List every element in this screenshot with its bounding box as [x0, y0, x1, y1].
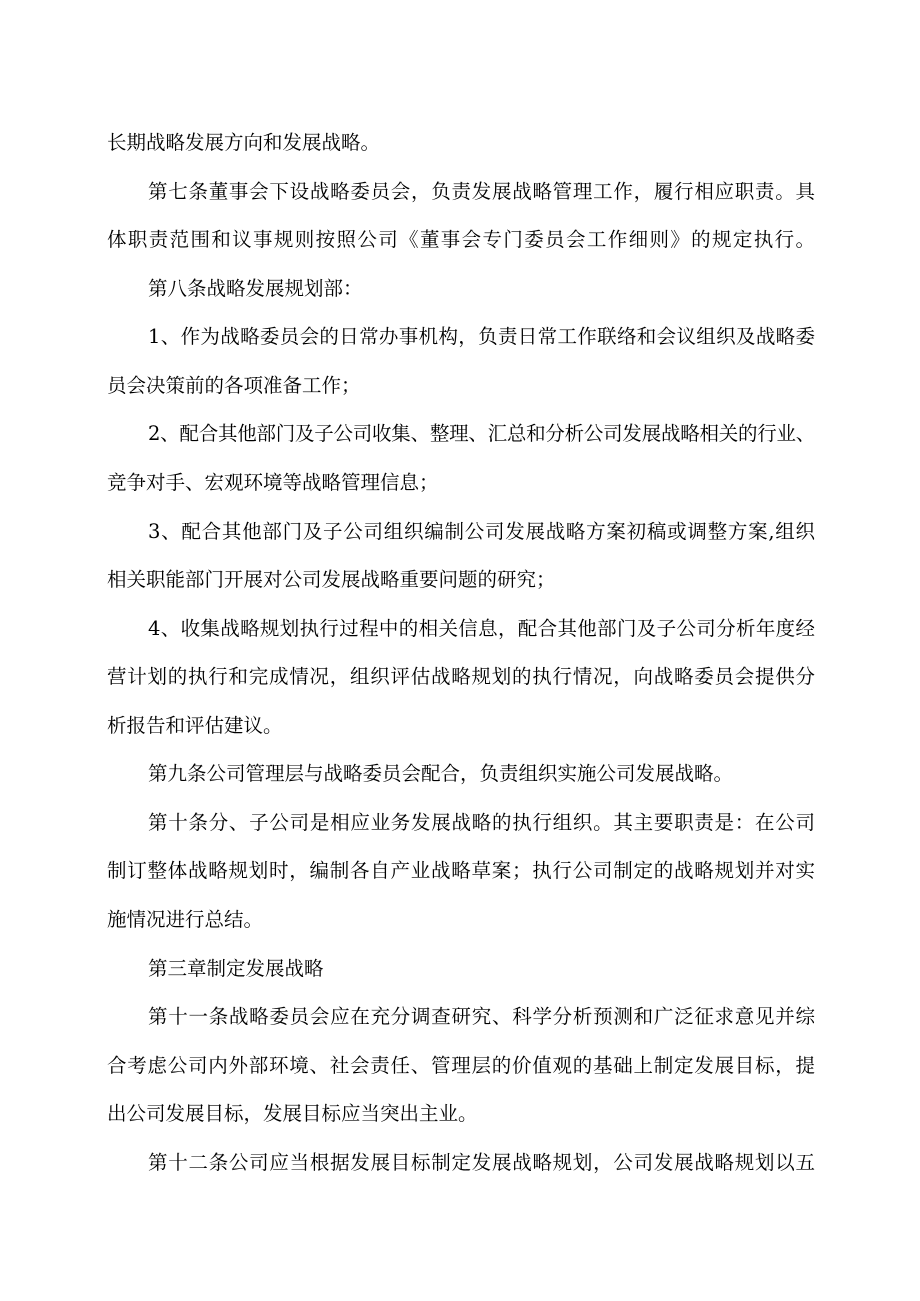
text-line: 体职责范围和议事规则按照公司《董事会专门委员会工作细则》的规定执行。: [107, 228, 815, 252]
chapter-heading: [107, 945, 815, 994]
text-line: 第八条战略发展规划部：: [148, 276, 363, 300]
text-line: 第九条公司管理层与战略委员会配合，负责组织实施公司发展战略。: [148, 762, 734, 786]
document-body: [107, 119, 815, 1187]
text-line: 2、配合其他部门及子公司收集、整理、汇总和分析公司发展战略相关的行业、: [148, 422, 815, 446]
text-line: 制订整体战略规划时，编制各自产业战略草案；执行公司制定的战略规划并对实: [107, 859, 815, 883]
text-line: 施情况进行总结。: [107, 908, 264, 931]
paragraph: [107, 168, 815, 265]
text-line: 3、配合其他部门及子公司组织编制公司发展战略方案初稿或调整方案,组织: [148, 519, 815, 543]
text-line: 第十一条战略委员会应在充分调查研究、科学分析预测和广泛征求意见并综: [148, 1005, 815, 1029]
paragraph: [107, 750, 815, 799]
text-line: 长期战略发展方向和发展战略。: [107, 131, 381, 154]
text-line: 第十条分、子公司是相应业务发展战略的执行组织。其主要职责是：在公司: [148, 810, 815, 834]
list-item: [107, 313, 815, 410]
text-line: 第七条董事会下设战略委员会，负责发展战略管理工作，履行相应职责。具: [148, 179, 815, 203]
text-line: 员会决策前的各项准备工作；: [107, 373, 361, 397]
paragraph: [107, 265, 815, 314]
text-line: 相关职能部门开展对公司发展战略重要问题的研究；: [107, 568, 556, 592]
text-line: 第十二条公司应当根据发展目标制定发展战略规划，公司发展战略规划以五: [148, 1150, 815, 1174]
text-line: 析报告和评估建议。: [107, 713, 283, 737]
text-line: 营计划的执行和完成情况，组织评估战略规划的执行情况，向战略委员会提供分: [107, 665, 815, 689]
text-line: 1、作为战略委员会的日常办事机构，负责日常工作联络和会议组织及战略委: [148, 325, 815, 349]
text-line: 出公司发展目标，发展目标应当突出主业。: [107, 1102, 478, 1126]
paragraph: [107, 119, 815, 168]
text-line: 第三章制定发展战略: [148, 956, 324, 980]
paragraph: [107, 799, 815, 945]
paragraph: [107, 993, 815, 1139]
text-line: 4、收集战略规划执行过程中的相关信息，配合其他部门及子公司分析年度经: [148, 616, 815, 640]
list-item: [107, 605, 815, 751]
text-line: 竞争对手、宏观环境等战略管理信息；: [107, 470, 439, 494]
list-item: [107, 410, 815, 507]
text-line: 合考虑公司内外部环境、社会责任、管理层的价值观的基础上制定发展目标，提: [107, 1053, 815, 1077]
list-item: [107, 508, 815, 605]
paragraph: [107, 1139, 815, 1188]
